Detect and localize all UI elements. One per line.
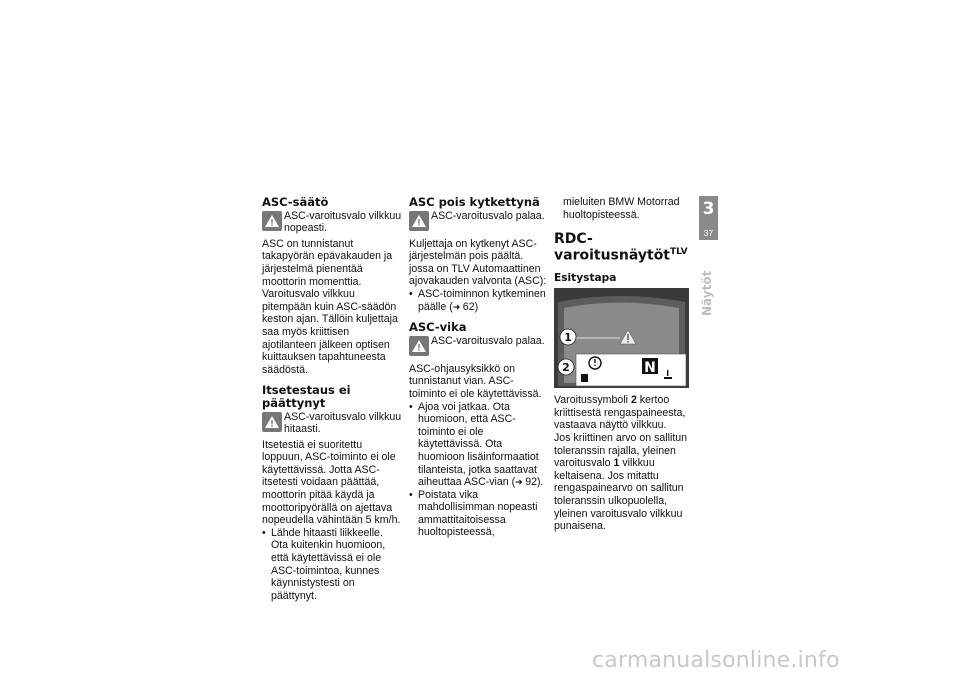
page-number: 37: [703, 228, 714, 238]
heading-asc-control: ASC-säätö: [262, 195, 329, 209]
section-side-label: Näytöt: [700, 270, 714, 316]
paragraph: ASC on tunnistanut takapyörän epävakauden ja järjestelmä pienentää moottorin momenttia. Varoitusvalo vilkkuu pitempään kuin ASC-säädön keston ajan. Tällöin kuljettaja saa myös kriittisen ajotilanteen jälkeen optisen kuittauksen tapahtuneesta säädöstä.: [262, 237, 398, 376]
warning-block: [262, 411, 402, 436]
svg-text:2: 2: [562, 360, 570, 374]
continued-text: mieluiten BMW Motorrad huoltopisteessä.: [563, 196, 680, 221]
arrow-reference-icon: ➜: [452, 301, 463, 312]
section-title: RDC-varoitusnäytöt$^{TLV}$: [554, 231, 688, 264]
bullet-list: [262, 527, 402, 603]
warning-text-line2: nopeasti.: [284, 222, 327, 235]
list-item: • Lähde hitaasti liikkeelle. Ota kuitenkin huomioon, että käytettävissä ei ole ASC-toimintoa, kunnes käynnistystesti on päättynyt.: [262, 527, 402, 603]
watermark: carmanualsonline.info: [592, 648, 840, 673]
column-3: [554, 196, 694, 533]
list-item: • Ajoa voi jatkaa. Ota huomioon, että ASC-toiminto ei ole käytettävissä. Ota huomioon lisäinformaatiot tilanteista, jotka saattavat aiheuttaa ASC-vian (➜ 92).: [409, 401, 549, 489]
dashboard-display-figure: [554, 288, 689, 388]
arrow-reference-icon: ➜: [515, 477, 526, 488]
warning-text-line1: ASC-varoitusvalo vilkkuu: [284, 410, 402, 423]
svg-text:1: 1: [564, 330, 572, 344]
gear-indicator: N: [644, 359, 656, 376]
warning-block: [409, 335, 549, 360]
paragraph: Kuljettaja on kytkenyt ASC-järjestelmän pois päältä. jossa on TLV Automaattinen ajovakauden valvonta (ASC):: [409, 237, 547, 288]
paragraph: ASC-ohjausyksikkö on tunnistanut vian. ASC-toiminto ei ole käytettävissä.: [409, 362, 542, 400]
paragraph: Itsetestiä ei suoritettu loppuun, ASC-toiminto ei ole käytettävissä. Jotta ASC-itsetesti voidaan päättää, moottorin pitää käydä ja moottoripyörällä on ajettava nopeudella vähintään 5 km/h.: [262, 438, 401, 527]
warning-triangle-icon: [262, 211, 282, 231]
column-1: [262, 196, 402, 602]
warning-text: ASC-varoitusvalo palaa.: [431, 334, 545, 347]
warning-block: [409, 210, 549, 235]
list-item: • Poistata vika mahdollisimman nopeasti ammattitaitoisessa huoltopisteessä,: [409, 489, 549, 539]
warning-triangle-icon: [262, 412, 282, 432]
subheading: Esitystapa: [554, 272, 617, 285]
paragraph: Jos kriittinen arvo on sallitun toleranssin rajalla, yleinen varoitusvalo 1 vilkkuu keltaisena. Jos mitattu rengaspainearvo on sallitun toleranssin ulkopuolella, yleinen varoitusvalo vilkkuu punaisena.: [554, 432, 688, 533]
paragraph: Varoitussymboli 2 kertoo kriittisestä rengaspaineesta, vastaava näyttö vilkkuu.: [554, 394, 686, 432]
warning-triangle-icon: [409, 211, 429, 231]
column-2: [409, 196, 549, 539]
heading-asc-off: ASC pois kytkettynä: [409, 195, 540, 209]
warning-block: [262, 210, 402, 235]
warning-text: ASC-varoitusvalo palaa.: [431, 209, 545, 222]
list-item: • ASC-toiminnon kytkeminen päälle (➜ 62): [409, 288, 549, 313]
heading-selftest: Itsetestaus ei päättynyt: [262, 383, 351, 410]
heading-asc-fault: ASC-vika: [409, 320, 467, 335]
bullet-list: [409, 288, 549, 313]
warning-text-line1: ASC-varoitusvalo vilkkuu: [284, 209, 402, 222]
bullet-list: [409, 401, 549, 540]
warning-triangle-icon: [409, 336, 429, 356]
chapter-number: 3: [702, 199, 715, 219]
warning-text-line2: hitaasti.: [284, 423, 321, 436]
fuel-icon: [581, 374, 588, 382]
